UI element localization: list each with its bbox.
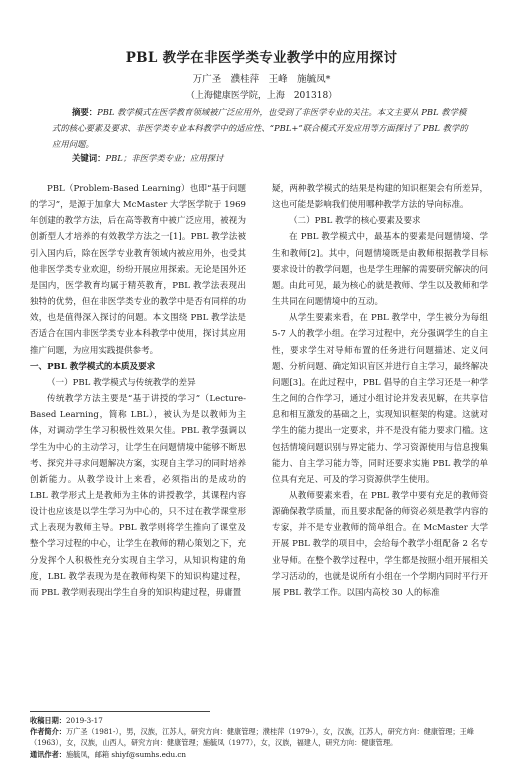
body-paragraph: 从学生要素来看，在 PBL 教学中，学生被分为每组 5-7 人的教学小组。在学习过程中，充分强调学生的自主性，要求学生对导师布置的任务进行问题描述、定义问题、分析问题、确定知识盲区并进行自主学习，最终解决问题[3]。在此过程中，PBL 倡导的自主学习还是一种学生之间的合作学习，通过小组讨论并发表见解，在共享信息和相互激发的基础之上，实现知识框架的构建。这就对学生的能力提出一定要求，并不是没有能力要求门槛。这包括情境问题识别与界定能力、学习资源使用与信息搜集能力、自主学习能力等，同时还要求实施 PBL 教学的单位具有充足、可及的学习资源供学生使用。	[272, 313, 488, 485]
keywords-text: PBL；非医学类专业；应用探讨	[105, 153, 224, 163]
author-bio	[30, 726, 490, 748]
received-value: 2019-3-17	[65, 716, 103, 725]
body-paragraph: 传统教学方法主要是“基于讲授的学习”（Lecture-Based Learning，简称 LBL），被认为是以教师为主体，对调动学生学习积极性效果欠佳。PBL 教学强调以学生为中心的主动学习，让学生在问题情境中能够不断思考、探究并寻求问题解决方案，实现自主学习的同时培养创新能力。从教学设计上来看，必须指出的是成功的 LBL 教学形式上是教师为主体的讲授教学，其课程内容设计也应该是以学生学习为中心的，只不过在教学课堂形式上表现为教师主导。PBL 教学则将学生推向了课堂及整个学习过程的中心，让学生在教师的精心策划之下，充分发挥个人积极性充分实现自主学习，从知识构建的角度，LBL 教学表现为是在教师构架下的知识构建过程，而 PBL 教学则表现出学生自身的知识构建过程，毋庸置	[30, 394, 246, 598]
received-date	[30, 715, 490, 726]
abstract-label: 摘要：	[72, 107, 98, 117]
author-list: 万广圣 濮桂萍 王峰 施毓凤*	[192, 74, 331, 85]
received-label: 收稿日期：	[30, 716, 66, 725]
body-paragraph: 疑，两种教学模式的结果是构建的知识框架会有所差异，这也可能是影响我们使用哪种教学方法的导向标准。	[272, 184, 488, 211]
section-heading-1: 一、PBL 教学模式的本质及要求	[30, 361, 156, 372]
corr-text: 施毓凤，邮箱 shiyf@sumhs.edu.cn	[65, 749, 187, 759]
abstract	[52, 104, 472, 152]
footnote-divider	[30, 711, 210, 712]
body-paragraph: 从教师要素来看，在 PBL 教学中要有充足的教师资源确保教学质量，而且要求配备的师资必须是教学内容的专家，并不是专业教师的简单组合。在 McMaster 大学开展 PBL 教学的项目中，会给每个教学小组配备 2 名专业导师。在整个教学过程中，学生都是按照小组开展相关学习活动的，也就是说所有小组在一个学期内同时平行开展 PBL 教学工作。以国内高校 30 人的标准	[272, 490, 488, 598]
author-bio-text: 万广圣（1981-），男，汉族，江苏人，研究方向：健康管理；濮桂萍（1979-），女，汉族，江苏人，研究方向：健康管理；王峰（1963），女，汉族，山西人，研究方向：健康管理；施毓凤（1977），女，汉族，福建人，研究方向：健康管理。	[30, 727, 474, 748]
corr-label: 通讯作者：	[30, 749, 66, 759]
intro-paragraph: PBL（Problem-Based Learning）也即“基于问题的学习”，是源于加拿大 McMaster 大学医学院于 1969 年创建的教学方法，后在高等教育中被广泛应用，被视为创新型人才培养的有效教学方法之一[1]。PBL 教学法被引入国内后，除在医学专业教育领域内被应用外，也受其他非医学类专业欢迎，纷纷开展应用探索。无论是国外还是国内，医学教育均属于精英教育，PBL 教学法表现出独特的优势，但在非医学类专业的教学中是否有同样的功效，也是值得深入探讨的问题。本文围绕 PBL 教学法是否适合在国内非医学类专业本科教学中使用，探讨其应用推广问题，为应用实践提供参考。	[30, 184, 246, 356]
keywords	[72, 152, 472, 164]
subsection-heading-2: （二）PBL 教学的核心要素及要求	[289, 216, 421, 227]
corresponding-author	[30, 749, 490, 760]
right-column	[272, 181, 488, 601]
subsection-heading-1: （一）PBL 教学模式与传统教学的差异	[47, 377, 196, 388]
keywords-label: 关键词：	[72, 153, 106, 163]
affiliation: （上海健康医学院，上海 201318）	[185, 91, 338, 101]
footnote	[30, 715, 490, 760]
author-bio-label: 作者简介：	[30, 727, 66, 737]
paper-title: PBL 教学在非医学类专业教学中的应用探讨	[125, 50, 398, 66]
left-column	[30, 181, 246, 601]
body-paragraph: 在 PBL 教学模式中，最基本的要素是问题情境、学生和教师[2]。其中，问题情境既是由教师根据教学目标要求设计的教学问题，也是学生理解的需要研究解决的问题。由此可见，最为核心的就是教师、学生以及教师和学生共同在问题情境中的互动。	[272, 232, 488, 308]
abstract-text: PBL 教学模式在医学教育领域被广泛应用外，也受到了非医学专业的关注。本文主要从 PBL 教学模式的核心要素及要求、非医学类专业本科教学中的适应性、“PBL+”联合模式开发应用等方面探讨了 PBL 教学的应用问题。	[52, 107, 468, 149]
